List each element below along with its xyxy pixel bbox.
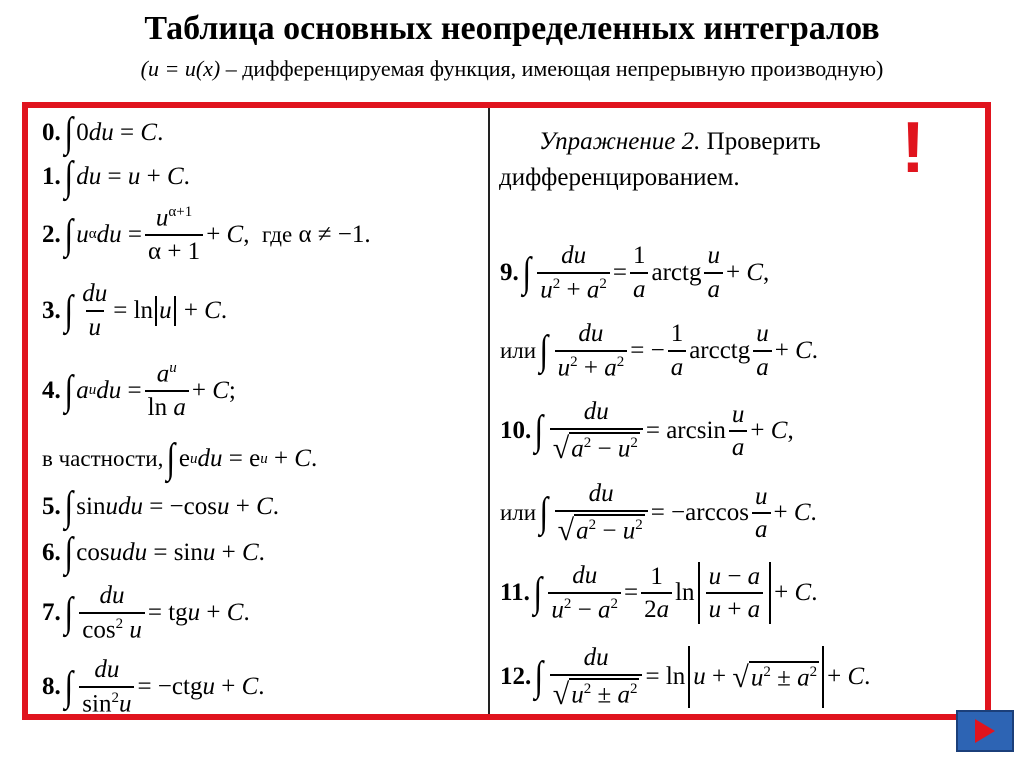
fraction: du √ $a^2 - u^2$ xyxy=(550,398,643,464)
formula-4-special: в частности, ∫ e u du = e u + C . xyxy=(42,436,318,482)
next-slide-button[interactable] xyxy=(956,710,1014,752)
fraction: $\frac{du}{\cos^2 u}$ xyxy=(79,582,145,643)
formula-table xyxy=(22,102,991,720)
column-divider xyxy=(488,108,490,714)
subtitle-text: – дифференцируемая функция, имеющая непрерывную производную) xyxy=(220,56,884,81)
formula-number: 11. xyxy=(500,579,530,606)
integral-sign: ∫ xyxy=(64,663,73,710)
exercise-text xyxy=(499,124,821,197)
integral-sign: ∫ xyxy=(64,367,73,414)
fraction: $\frac{u^{\alpha+1}}{\alpha + 1}$ xyxy=(145,204,203,265)
formula-3: 3. ∫ $\frac{du}{u}$ = ln u + C . xyxy=(42,280,228,341)
fraction: $\frac{du}{u^2 + a^2}$ xyxy=(537,242,610,303)
formula-number: 1. xyxy=(42,163,61,190)
fraction: $\frac{1}{a}$ xyxy=(668,320,687,381)
fraction: $\frac{du}{\sin^2u}$ xyxy=(79,656,134,717)
exercise-line2: дифференцированием. xyxy=(499,164,740,192)
formula-10: 10. ∫ du √ $a^2 - u^2$ = arcsin $\frac{u}{a}$ + C , xyxy=(500,398,794,465)
subtitle-math: (u = u(x) xyxy=(140,56,221,81)
formula-number: 10. xyxy=(500,417,532,445)
integral-sign: ∫ xyxy=(64,211,73,258)
page-title: Таблица основных неопределенных интегралов xyxy=(144,10,880,47)
in-particular-label: в частности, xyxy=(42,446,164,471)
formula-12: 12. ∫ du √ $u^2 \pm a^2$ = ln u + √ $u^2 \pm a^2$ + C . xyxy=(500,644,871,711)
formula-11: 11. ∫ $\frac{du}{u^2 - a^2}$ = $\frac{1}{2a}$ ln $\frac{u - a}{u + a}$ + C . xyxy=(500,562,818,624)
fraction: du √ $u^2 \pm a^2$ xyxy=(550,644,643,710)
fraction: $\frac{u - a}{u + a}$ xyxy=(706,563,764,624)
integral-sign: ∫ xyxy=(166,436,176,482)
integral-sign: ∫ xyxy=(533,570,542,616)
fraction: $\frac{u}{a}$ xyxy=(729,401,748,462)
formula-number: 4. xyxy=(42,376,61,404)
exclamation-mark: ! xyxy=(901,108,925,188)
page-subtitle xyxy=(0,56,1024,82)
integral-sign: ∫ xyxy=(64,484,73,530)
formula-number: 6. xyxy=(42,539,61,566)
formula-8: 8. ∫ $\frac{du}{\sin^2u}$ = −ctg u + C . xyxy=(42,656,265,717)
formula-number: 0. xyxy=(42,119,61,146)
formula-7: 7. ∫ $\frac{du}{\cos^2 u}$ = tg u + C . xyxy=(42,582,250,643)
exercise-title: Упражнение 2. xyxy=(539,128,701,155)
formula-number: 8. xyxy=(42,672,61,700)
formula-1: 1. ∫ du = u + C . xyxy=(42,154,190,200)
integral-sign: ∫ xyxy=(534,408,544,455)
formula-6: 6. ∫ cos udu = sin u + C . xyxy=(42,530,265,576)
play-arrow-icon xyxy=(975,719,995,743)
fraction: $\frac{u}{a}$ xyxy=(752,483,771,544)
integral-sign: ∫ xyxy=(539,490,549,537)
fraction: $\frac{u}{a}$ xyxy=(704,242,723,303)
formula-10-alt: или ∫ du √ $a^2 - u^2$ = −arccos $\frac{u}{a}$ + C . xyxy=(500,480,817,547)
formula-number: 12. xyxy=(500,663,532,691)
integral-sign: ∫ xyxy=(64,530,73,576)
integral-sign: ∫ xyxy=(64,589,73,636)
formula-9-alt: или ∫ $\frac{du}{u^2 + a^2}$ = − $\frac{1}{a}$ arcctg $\frac{u}{a}$ + C . xyxy=(500,320,819,381)
formula-5: 5. ∫ sin udu = −cos u + C . xyxy=(42,484,280,530)
fraction: du √ $a^2 - u^2$ xyxy=(555,480,648,546)
fraction: $\frac{du}{u^2 - a^2}$ xyxy=(548,562,621,623)
formula-4: 4. ∫ a u du = $\frac{a^u}{\text{ln a}}$ + C ; xyxy=(42,360,236,421)
or-label: или xyxy=(500,500,537,526)
formula-number: 2. xyxy=(42,220,61,248)
formula-number: 7. xyxy=(42,598,61,626)
formula-number: 9. xyxy=(500,258,519,286)
integral-sign: ∫ xyxy=(534,654,544,701)
or-label: или xyxy=(500,337,537,363)
fraction: $\frac{1}{a}$ xyxy=(630,242,649,303)
exercise-line1: Проверить xyxy=(700,128,821,155)
formula-9: 9. ∫ $\frac{du}{u^2 + a^2}$ = $\frac{1}{a}$ arctg $\frac{u}{a}$ + C , xyxy=(500,242,770,303)
integral-sign: ∫ xyxy=(522,249,531,296)
formula-number: 5. xyxy=(42,493,61,520)
formula-number: 3. xyxy=(42,296,61,324)
fraction: $\frac{du}{u}$ xyxy=(82,280,108,341)
fraction: $\frac{a^u}{\text{ln a}}$ xyxy=(145,360,189,421)
integral-sign: ∫ xyxy=(64,154,73,200)
integral-sign: ∫ xyxy=(539,327,549,374)
fraction: $\frac{u}{a}$ xyxy=(753,320,772,381)
fraction: $\frac{1}{2a}$ xyxy=(641,563,672,624)
formula-0: 0. ∫ 0 du = C . xyxy=(42,110,164,156)
fraction: $\frac{du}{u^2 + a^2}$ xyxy=(555,320,628,381)
where-label: где xyxy=(261,221,293,247)
formula-2: 2. ∫ u α du = $\frac{u^{\alpha+1}}{\alpha + 1}$ + C , где α ≠ −1. xyxy=(42,204,371,265)
integral-sign: ∫ xyxy=(64,287,73,334)
integral-sign: ∫ xyxy=(64,110,73,156)
